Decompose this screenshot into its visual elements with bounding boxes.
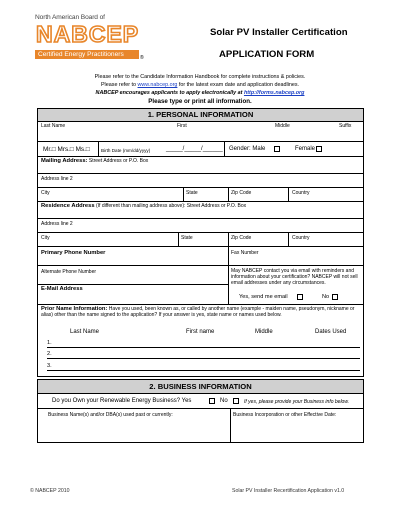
address-line2-label: Address line 2 <box>41 221 73 227</box>
prior-names-table <box>38 328 363 376</box>
email-consent-yes-label: Yes, send me email <box>239 294 288 300</box>
residence-address-hint: (If different than mailing address above): Street Address or P.O. Box <box>94 203 247 209</box>
phone-row <box>38 246 363 265</box>
birth-date-label: Birth Date (mm/dd/yyyy) <box>101 148 151 153</box>
gender-label: Gender: Male <box>229 146 266 152</box>
fax-label: Fax Number <box>231 250 259 256</box>
prior-line-1[interactable] <box>47 347 360 348</box>
title-birth-gender-row <box>38 141 363 156</box>
prior-name-label: Prior Name Information: <box>41 306 108 312</box>
mailing-city-row <box>38 187 363 201</box>
first-name-label: First <box>177 123 187 129</box>
primary-phone-label: Primary Phone Number <box>41 250 106 256</box>
section-heading-personal: 1. PERSONAL INFORMATION <box>38 109 363 121</box>
address-line2-label: Address line 2 <box>41 176 73 182</box>
mailing-address-line2-row[interactable] <box>38 173 363 187</box>
business-own-row <box>38 393 363 408</box>
page-title: Solar PV Installer Certification <box>210 27 348 38</box>
mailing-address-hint: Street Address or P.O. Box <box>87 158 149 164</box>
prior-name-text <box>41 306 361 318</box>
divider <box>288 188 289 201</box>
intro-line-2-tail: for the latest exam date and application deadlines. <box>177 82 300 88</box>
mailing-address-row[interactable] <box>38 156 363 173</box>
nabcep-logo <box>35 14 145 62</box>
alt-phone-email-row <box>38 265 363 304</box>
birth-date-field[interactable]: _____/_____/______ <box>166 146 223 152</box>
intro-line-2 <box>0 82 400 88</box>
business-incorp-label: Business Incorporation or other Effective Date: <box>233 412 337 418</box>
prior-name-hint: Have you used, been known as, or called by another name (example - maiden name, pseudonym, nickname or alias) other than the name signed to the application? If your answer is yes, state name or names used below. <box>41 306 355 318</box>
forms-link[interactable]: http://forms.nabcep.org <box>243 90 305 96</box>
zip-label: Zip Code <box>231 235 252 241</box>
mailing-address-label: Mailing Address: <box>41 158 88 164</box>
intro-line-1: Please refer to the Candidate Information Handbook for complete instructions & policies. <box>94 74 306 80</box>
intro-line-3 <box>0 90 400 96</box>
prior-col-last: Last Name <box>70 329 100 335</box>
email-consent-no-label: No <box>322 294 330 300</box>
personal-info-form <box>37 108 364 377</box>
prior-col-first: First name <box>186 329 215 335</box>
zip-label: Zip Code <box>231 190 252 196</box>
intro-line-2-text: Please refer to <box>100 82 138 88</box>
state-label: State <box>181 235 193 241</box>
divider <box>224 142 225 156</box>
divider <box>98 142 99 156</box>
last-name-label: Last Name <box>41 123 66 129</box>
divider <box>228 247 229 265</box>
email-consent-yes-checkbox[interactable] <box>297 294 303 300</box>
divider <box>228 233 229 246</box>
email-consent-text: May NABCEP contact you via email with reminders and information about your certification? NABCEP will not sell email addresses under any circumstances. <box>231 268 358 286</box>
prior-name-info-row <box>38 304 363 328</box>
footer-copyright: © NABCEP 2010 <box>30 488 70 494</box>
footer-doc-version: Solar PV Installer Recertification Application v1.0 <box>232 488 345 494</box>
residence-address-row[interactable] <box>38 201 363 218</box>
residence-address-label: Residence Address <box>41 203 95 209</box>
own-business-no-label: No <box>220 398 228 404</box>
country-label: Country <box>292 190 310 196</box>
divider <box>228 188 229 201</box>
prior-line-2[interactable] <box>47 358 360 359</box>
logo-tagline: Certified Energy Practitioners <box>35 50 139 59</box>
email-label: E-Mail Address <box>41 286 83 292</box>
prior-col-middle: Middle <box>255 329 273 335</box>
page-subtitle: APPLICATION FORM <box>219 49 315 60</box>
nabcep-website-link[interactable]: www.nabcep.org <box>137 82 178 88</box>
alt-phone-label: Alternate Phone Number <box>41 269 97 275</box>
suffix-label: Suffix <box>339 123 352 129</box>
prior-row-3: 3. <box>47 363 52 369</box>
name-row <box>38 121 363 141</box>
own-business-no-checkbox[interactable] <box>233 398 239 404</box>
residence-address-line2-row[interactable] <box>38 218 363 232</box>
city-label: City <box>41 190 50 196</box>
intro-line-4: Please type or print all information. <box>148 98 252 105</box>
divider <box>178 233 179 246</box>
prior-row-1: 1. <box>47 340 52 346</box>
logo-top-line: North American Board of <box>35 14 105 21</box>
own-business-yes-checkbox[interactable] <box>209 398 215 404</box>
divider <box>228 266 229 304</box>
female-checkbox[interactable] <box>316 146 322 152</box>
business-names-label: Business Name(s) and/or DBA(s) used past or currently: <box>48 412 173 418</box>
own-business-hint: If yes, please provide your Business info below. <box>244 399 350 405</box>
registered-mark: ® <box>140 55 144 61</box>
state-label: State <box>186 190 198 196</box>
title-checkboxes[interactable]: Mr.□ Mrs.□ Ms.□ <box>43 146 90 153</box>
divider <box>288 233 289 246</box>
city-label: City <box>41 235 50 241</box>
section-heading-business: 2. BUSINESS INFORMATION <box>38 380 363 393</box>
female-label: Female <box>295 146 316 152</box>
business-info-form <box>37 379 364 443</box>
divider <box>38 284 228 285</box>
prior-col-dates: Dates Used <box>315 329 347 335</box>
residence-city-row <box>38 232 363 246</box>
country-label: Country <box>292 235 310 241</box>
male-checkbox[interactable] <box>274 146 280 152</box>
business-names-row <box>38 408 363 442</box>
email-consent-no-checkbox[interactable] <box>332 294 338 300</box>
divider <box>183 188 184 201</box>
prior-row-2: 2. <box>47 351 52 357</box>
logo-wordmark: NABCEP <box>36 21 140 47</box>
middle-name-label: Middle <box>275 123 290 129</box>
prior-line-3[interactable] <box>47 370 360 371</box>
divider <box>230 409 231 442</box>
own-business-question: Do you Own your Renewable Energy Business? Yes <box>52 398 192 404</box>
intro-line-3-text: NABCEP encourages applicants to apply electronically at <box>95 90 244 96</box>
